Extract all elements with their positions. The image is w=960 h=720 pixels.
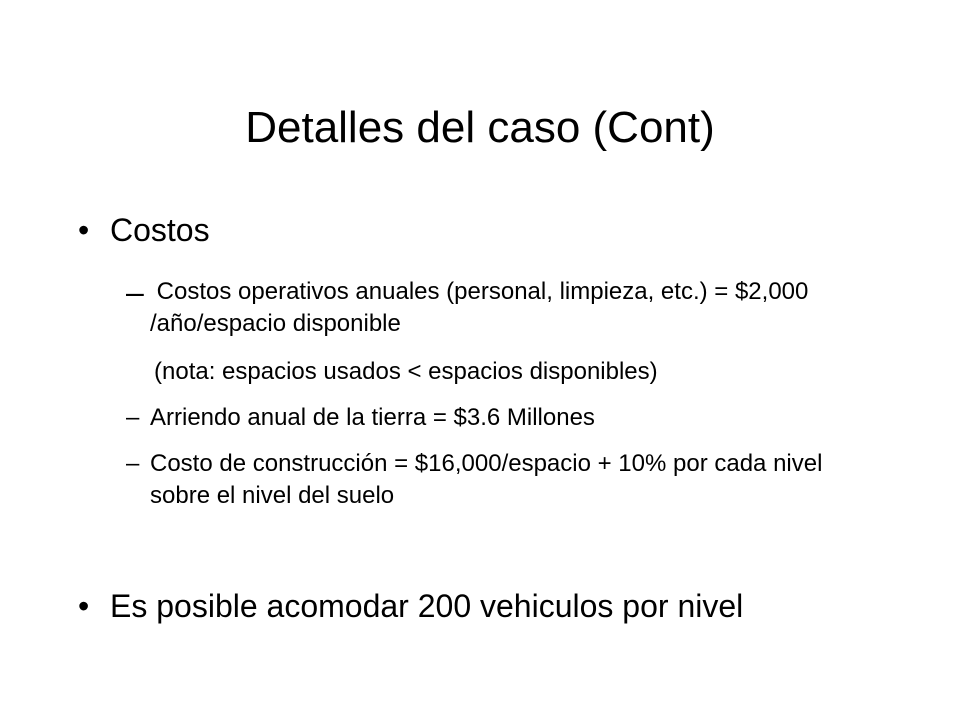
note-espacios: (nota: espacios usados < espacios disponibles) (154, 358, 658, 385)
sub-bullet-marker: – (126, 450, 140, 477)
sub-bullet-text: Arriendo anual de la tierra = $3.6 Millones (150, 404, 595, 431)
slide-title: Detalles del caso (Cont) (245, 103, 715, 152)
sub-bullet-marker: – (126, 404, 140, 431)
bullet-text: Es posible acomodar 200 vehiculos por nivel (110, 588, 744, 624)
sub-bullet-construccion (126, 448, 846, 512)
sub-bullet-text: Costo de construcción = $16,000/espacio + 10% por cada nivel sobre el nivel del suelo (150, 450, 823, 509)
bullet-marker: • (78, 212, 90, 248)
sub-bullet-marker: – (126, 274, 144, 310)
bullet-marker: • (78, 588, 90, 624)
sub-bullet-text: Costos operativos anuales (personal, limpieza, etc.) = $2,000 /año/espacio disponible (150, 278, 816, 337)
sub-bullet-costos-operativos (126, 276, 846, 340)
sub-bullet-arriendo (126, 402, 846, 434)
bullet-text: Costos (110, 212, 210, 248)
